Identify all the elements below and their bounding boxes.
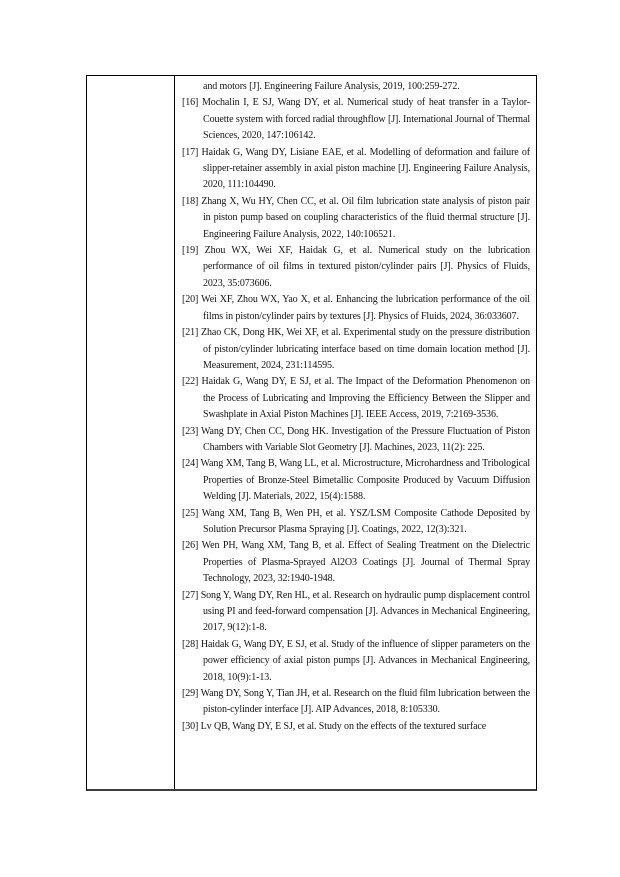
reference-continuation: and motors [J]. Engineering Failure Analysis, 2019, 100:259-272. (203, 81, 460, 92)
table-cell-empty (87, 76, 175, 789)
reference-item: [30] Lv QB, Wang DY, E SJ, et al. Study on the effects of the textured surface (182, 720, 487, 732)
reference-item: [19] Zhou WX, Wei XF, Haidak G, et al. Numerical study on the lubrication performance of oil films in textured piston/cylinder pairs [J]. Physics of Fluids, 2023, 35:073606. (182, 245, 530, 289)
reference-item: [16] Mochalin I, E SJ, Wang DY, et al. Numerical study of heat transfer in a Taylor-Couette system with forced radial throughflow [J]. International Journal of Thermal Sciences, 2020, 147:106142. (182, 97, 530, 142)
reference-item: [22] Haidak G, Wang DY, E SJ, et al. The Impact of the Deformation Phenomenon on the Process of Lubricating and Improving the Efficiency Between the Slipper and Swashplate in Axial Piston Machines [J]. IEEE Access, 2019, 7:2169-3536. (182, 376, 530, 421)
reference-item: [21] Zhao CK, Dong HK, Wei XF, et al. Experimental study on the pressure distribution of piston/cylinder lubricating interface based on time domain location method [J]. Measurement, 2024, 231:114595. (182, 327, 530, 371)
reference-item: [26] Wen PH, Wang XM, Tang B, et al. Effect of Sealing Treatment on the Dielectric Properties of Plasma-Sprayed Al2O3 Coatings [J]. Journal of Thermal Spray Technology, 2023, 32:1940-1948. (182, 540, 530, 585)
reference-item: [20] Wei XF, Zhou WX, Yao X, et al. Enhancing the lubrication performance of the oil films in piston/cylinder pairs by textures [J]. Physics of Fluids, 2024, 36:033607. (182, 294, 530, 322)
reference-item: [29] Wang DY, Song Y, Tian JH, et al. Research on the fluid film lubrication between the piston-cylinder interface [J]. AIP Advances, 2018, 8:105330. (182, 688, 530, 716)
table-cell-references (175, 76, 536, 789)
references-list (182, 79, 530, 735)
reference-item: [24] Wang XM, Tang B, Wang LL, et al. Microstructure, Microhardness and Tribological Properties of Bronze-Steel Bimetallic Composite Produced by Vacuum Diffusion Welding [J]. Materials, 2022, 15(4):1588. (182, 458, 530, 503)
reference-item: [17] Haidak G, Wang DY, Lisiane EAE, et al. Modelling of deformation and failure of slipper-retainer assembly in axial piston machine [J]. Engineering Failure Analysis, 2020, 111:104490. (182, 146, 530, 191)
references-table (86, 75, 537, 791)
reference-item: [28] Haidak G, Wang DY, E SJ, et al. Study of the influence of slipper parameters on the power efficiency of axial piston pumps [J]. Advances in Mechanical Engineering, 2018, 10(9):1-13. (182, 638, 530, 683)
reference-item: [23] Wang DY, Chen CC, Dong HK. Investigation of the Pressure Fluctuation of Piston Chambers with Variable Slot Geometry [J]. Machines, 2023, 11(2): 225. (182, 425, 530, 453)
reference-item: [27] Song Y, Wang DY, Ren HL, et al. Research on hydraulic pump displacement control using PI and feed-forward compensation [J]. Advances in Mechanical Engineering, 2017, 9(12):1-8. (182, 589, 530, 634)
reference-item: [18] Zhang X, Wu HY, Chen CC, et al. Oil film lubrication state analysis of piston pair in piston pump based on coupling characteristics of the fluid thermal structure [J]. Engineering Failure Analysis, 2022, 140:106521. (182, 195, 530, 240)
reference-item: [25] Wang XM, Tang B, Wen PH, et al. YSZ/LSM Composite Cathode Deposited by Solution Precursor Plasma Spraying [J]. Coatings, 2022, 12(3):321. (182, 507, 530, 535)
